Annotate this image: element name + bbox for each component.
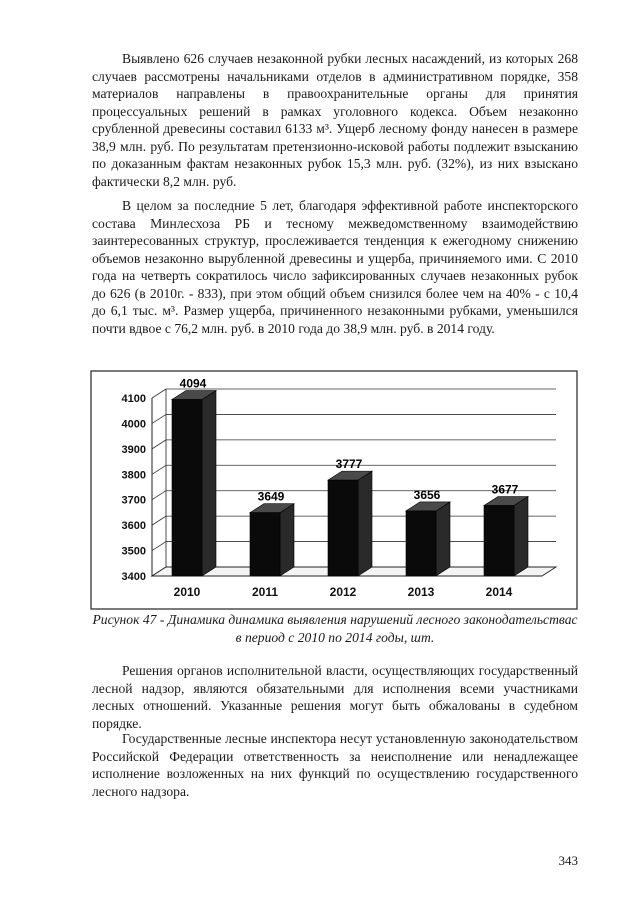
y-tick-label: 3600 [121, 520, 146, 533]
bar-chart [90, 370, 578, 610]
gridline-side [152, 389, 166, 398]
gridline-side [152, 491, 166, 500]
bar-side [514, 497, 528, 576]
bar-side [436, 502, 450, 576]
y-tick-label: 3700 [121, 494, 146, 507]
y-tick-label: 3500 [121, 545, 146, 558]
figure-caption: Рисунок 47 - Динамика динамика выявления нарушений лесного законодательствас в период с 2010 по 2014 годы, шт. [92, 612, 578, 645]
gridline-side [152, 414, 166, 423]
gridline-side [152, 542, 166, 551]
x-tick-label: 2014 [485, 585, 513, 599]
data-label: 3649 [257, 489, 285, 504]
bar-side [358, 471, 372, 576]
x-tick-label: 2010 [173, 585, 201, 599]
data-label: 3677 [491, 482, 519, 497]
gridline-side [152, 440, 166, 449]
x-tick-label: 2011 [251, 585, 279, 599]
paragraph-3: Решения органов исполнительной власти, осуществляющих государственный лесной надзор, являются обязательными для исполнения всеми участниками лесных отношений. Указанные решения могут быть обжалованы в судебном порядке. [92, 663, 578, 731]
bar [250, 513, 280, 576]
bar [406, 511, 436, 576]
bar [172, 400, 202, 576]
paragraph-2: В целом за последние 5 лет, благодаря эффективной работе инспекторского состава Минлесхоза РБ и тесному межведомственному взаимодействию заинтересованных структур, прослеживается тенденция к ежегодному снижению объемов незаконно вырубленной древесины и ущерба, причиняемого ими. С 2010 года на четверть сократилось число зафиксированных случаев незаконных рубок до 626 (в 2010г. - 833), при этом общий объем снизился более чем на 40% - с 10,4 до 6,1 тыс. м³. Размер ущерба, причиненного незаконными рубками, уменьшился почти вдвое с 76,2 млн. руб. в 2010 года до 38,9 млн. руб. в 2014 году. [92, 198, 578, 336]
paragraph-1: Выявлено 626 случаев незаконной рубки лесных насаждений, из которых 268 случаев рассмотрены начальниками отделов в административном порядке, 358 материалов направлены в правоохранительные органы для принятия процессуальных решений в рамках уголовного кодекса. Объем незаконно срубленной древесины составил 6133 м³. Ущерб лесному фонду нанесен в размере 38,9 млн. руб. По результатам претензионно-исковой работы подлежит взысканию по доказанным фактам незаконных рубок 15,3 млн. руб. (32%), из них взыскано фактически 8,2 млн. руб. [92, 51, 578, 189]
bar-side [202, 391, 216, 576]
bar-side [280, 504, 294, 576]
y-tick-label: 4000 [121, 418, 146, 431]
paragraph-4: Государственные лесные инспектора несут установленную законодательством Российской Федерации ответственность за неисполнение или ненадлежащее исполнение возложенных на них функций по осуществлению государственного лесного надзора. [92, 731, 578, 799]
data-label: 4094 [179, 376, 207, 391]
gridline-side [152, 516, 166, 525]
y-tick-label: 3800 [121, 469, 146, 482]
x-tick-label: 2012 [329, 585, 357, 599]
x-tick-label: 2013 [407, 585, 435, 599]
bar [484, 506, 514, 576]
data-label: 3777 [335, 457, 363, 472]
gridline-side [152, 465, 166, 474]
page-number: 343 [558, 853, 578, 868]
data-label: 3656 [413, 487, 441, 502]
y-tick-label: 3900 [121, 443, 146, 456]
y-tick-label: 4100 [121, 393, 146, 405]
bar [328, 480, 358, 576]
bar-chart-svg [90, 370, 578, 610]
y-tick-label: 3400 [121, 571, 146, 583]
